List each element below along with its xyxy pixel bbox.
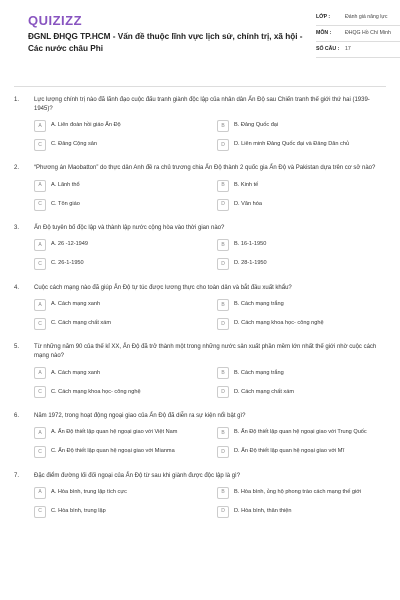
option-c[interactable] bbox=[34, 317, 203, 330]
question-text: “Phương án Maobatton” do thực dân Anh đề ra chủ trương chia Ấn Độ thành 2 quốc gia Ấn Độ và Pakistan dựa trên cơ sở nào? bbox=[34, 165, 376, 172]
option-d[interactable] bbox=[217, 317, 386, 330]
question-5 bbox=[14, 343, 386, 398]
question-text: Cuộc cách mạng nào đã giúp Ấn Độ tự túc được lương thực cho toàn dân và bắt đầu xuất khẩu? bbox=[34, 284, 292, 291]
option-letter-badge: D bbox=[217, 258, 229, 270]
option-text: A. 26 -12-1949 bbox=[51, 241, 89, 248]
option-text: D. Liên minh Đảng Quốc đại và Đảng Dân chủ bbox=[234, 141, 350, 148]
option-text: B. Hòa bình, ủng hộ phong trào cách mạng thế giới bbox=[234, 488, 362, 495]
option-b[interactable] bbox=[217, 239, 386, 252]
question-text: Năm 1972, trong hoạt động ngoại giao của Ấn Độ đã diễn ra sự kiện nổi bật gì? bbox=[34, 412, 246, 419]
question-number: 1. bbox=[14, 97, 20, 103]
option-text: B. Đảng Quốc đại bbox=[234, 122, 279, 129]
option-letter-badge: B bbox=[217, 367, 229, 379]
option-letter-badge: D bbox=[217, 199, 229, 211]
meta-class-label: LỚP : bbox=[316, 14, 331, 20]
option-a[interactable] bbox=[34, 367, 203, 380]
option-b[interactable] bbox=[217, 486, 386, 499]
option-letter-badge: A bbox=[34, 427, 46, 439]
question-text: Từ những năm 90 của thế kỉ XX, Ấn Độ đã trở thành một trong những nước sản xuất phần mềm lớn nhất thế giới nhờ cuộc cách mạng nào? bbox=[34, 344, 377, 360]
option-letter-badge: C bbox=[34, 139, 46, 151]
option-text: B. Kinh tế bbox=[234, 181, 259, 188]
option-b[interactable] bbox=[217, 298, 386, 311]
option-text: A. Ấn Độ thiết lập quan hệ ngoại giao với Việt Nam bbox=[51, 429, 178, 436]
option-b[interactable] bbox=[217, 119, 386, 132]
option-d[interactable] bbox=[217, 505, 386, 518]
option-c[interactable] bbox=[34, 258, 203, 271]
option-text: A. Hòa bình, trung lập tích cực bbox=[51, 488, 127, 495]
option-letter-badge: C bbox=[34, 506, 46, 518]
option-text: A. Cách mạng xanh bbox=[51, 301, 101, 308]
option-d[interactable] bbox=[217, 258, 386, 271]
option-letter-badge: D bbox=[217, 139, 229, 151]
question-number: 2. bbox=[14, 165, 20, 172]
option-text: D. Văn hóa bbox=[234, 200, 262, 207]
option-text: B. Cách mạng trắng bbox=[234, 369, 284, 376]
option-letter-badge: D bbox=[217, 506, 229, 518]
option-a[interactable] bbox=[34, 486, 203, 499]
option-letter-badge: A bbox=[34, 180, 46, 192]
meta-count-value: 17 bbox=[345, 46, 351, 53]
option-letter-badge: D bbox=[217, 318, 229, 330]
option-letter-badge: C bbox=[34, 258, 46, 270]
question-2 bbox=[14, 164, 386, 211]
meta-count-row bbox=[316, 42, 400, 58]
question-text: Ấn Độ tuyên bố độc lập và thành lập nước cộng hòa vào thời gian nào? bbox=[34, 225, 225, 232]
option-text: D. Hòa bình, thân thiện bbox=[234, 507, 292, 514]
option-letter-badge: B bbox=[217, 120, 229, 132]
option-text: C. Tôn giáo bbox=[51, 200, 80, 207]
option-text: C. Cách mạng khoa học- công nghệ bbox=[51, 388, 141, 395]
option-text: D. Ấn Độ thiết lập quan hệ ngoại giao với Mĩ bbox=[234, 448, 345, 455]
question-3 bbox=[14, 224, 386, 271]
option-d[interactable] bbox=[217, 138, 386, 151]
question-number: 5. bbox=[14, 344, 20, 351]
option-letter-badge: C bbox=[34, 386, 46, 398]
header-divider bbox=[14, 86, 386, 87]
question-list bbox=[14, 96, 386, 531]
option-letter-badge: B bbox=[217, 239, 229, 251]
option-letter-badge: A bbox=[34, 299, 46, 311]
option-d[interactable] bbox=[217, 446, 386, 459]
question-4 bbox=[14, 284, 386, 331]
question-number: 7. bbox=[14, 472, 20, 479]
option-d[interactable] bbox=[217, 386, 386, 399]
option-d[interactable] bbox=[217, 198, 386, 211]
question-number: 6. bbox=[14, 412, 20, 419]
option-letter-badge: B bbox=[217, 299, 229, 311]
question-number: 3. bbox=[14, 225, 20, 232]
option-letter-badge: C bbox=[34, 446, 46, 458]
meta-class-row bbox=[316, 10, 400, 26]
worksheet-header bbox=[14, 0, 391, 86]
option-text: D. 28-1-1950 bbox=[234, 260, 267, 267]
meta-subject-value: ĐHQG Hồ Chí Minh bbox=[345, 30, 391, 37]
option-b[interactable] bbox=[217, 179, 386, 192]
option-text: A. Liên đoàn hồi giáo Ấn Độ bbox=[51, 122, 121, 129]
option-text: C. Hòa bình, trung lập bbox=[51, 507, 106, 514]
option-letter-badge: D bbox=[217, 386, 229, 398]
option-a[interactable] bbox=[34, 298, 203, 311]
option-letter-badge: C bbox=[34, 199, 46, 211]
option-text: A. Cách mạng xanh bbox=[51, 369, 101, 376]
option-text: C. Đảng Cộng sản bbox=[51, 141, 98, 148]
option-b[interactable] bbox=[217, 427, 386, 440]
option-text: C. Cách mạng chất xám bbox=[51, 320, 112, 327]
meta-subject-label: MÔN : bbox=[316, 30, 332, 37]
meta-subject-row bbox=[316, 26, 400, 42]
option-c[interactable] bbox=[34, 198, 203, 211]
option-text: B. Cách mạng trắng bbox=[234, 301, 284, 308]
option-text: D. Cách mạng chất xám bbox=[234, 388, 295, 395]
option-text: B. Ấn Độ thiết lập quan hệ ngoại giao với Trung Quốc bbox=[234, 429, 367, 436]
option-text: D. Cách mạng khoa học- công nghệ bbox=[234, 320, 324, 327]
question-6 bbox=[14, 412, 386, 459]
quizizz-logo: QUIZIZZ bbox=[28, 13, 83, 28]
option-letter-badge: D bbox=[217, 446, 229, 458]
option-c[interactable] bbox=[34, 386, 203, 399]
option-c[interactable] bbox=[34, 138, 203, 151]
option-text: A. Lãnh thổ bbox=[51, 181, 80, 188]
option-a[interactable] bbox=[34, 119, 203, 132]
option-letter-badge: B bbox=[217, 427, 229, 439]
option-a[interactable] bbox=[34, 179, 203, 192]
meta-class-value: Đánh giá năng lực bbox=[345, 14, 388, 20]
option-letter-badge: A bbox=[34, 487, 46, 499]
option-text: B. 16-1-1950 bbox=[234, 241, 267, 248]
option-b[interactable] bbox=[217, 367, 386, 380]
option-c[interactable] bbox=[34, 505, 203, 518]
worksheet-title: ĐGNL ĐHQG TP.HCM - Vấn đề thuộc lĩnh vực lịch sử, chính trị, xã hội - Các nước châu Phi bbox=[28, 32, 303, 53]
option-a[interactable] bbox=[34, 239, 203, 252]
option-c[interactable] bbox=[34, 446, 203, 459]
option-letter-badge: B bbox=[217, 180, 229, 192]
question-text: Lực lượng chính trị nào đã lãnh đạo cuộc đấu tranh giành độc lập của nhân dân Ấn Độ sau Chiến tranh thế giới thứ hai (1939-1945)? bbox=[34, 97, 370, 112]
option-text: C. 26-1-1950 bbox=[51, 260, 84, 267]
option-text: C. Ấn Độ thiết lập quan hệ ngoại giao với Mianma bbox=[51, 448, 175, 455]
option-letter-badge: B bbox=[217, 487, 229, 499]
question-number: 4. bbox=[14, 284, 20, 291]
option-letter-badge: A bbox=[34, 120, 46, 132]
question-7 bbox=[14, 472, 386, 519]
worksheet-meta bbox=[316, 10, 400, 58]
meta-count-label: SỐ CÂU : bbox=[316, 46, 340, 53]
option-letter-badge: C bbox=[34, 318, 46, 330]
option-a[interactable] bbox=[34, 427, 203, 440]
question-text: Đặc điểm đường lối đối ngoại của Ấn Độ từ sau khi giành được độc lập là gì? bbox=[34, 472, 241, 479]
option-letter-badge: A bbox=[34, 239, 46, 251]
option-letter-badge: A bbox=[34, 367, 46, 379]
question-1 bbox=[14, 96, 386, 151]
